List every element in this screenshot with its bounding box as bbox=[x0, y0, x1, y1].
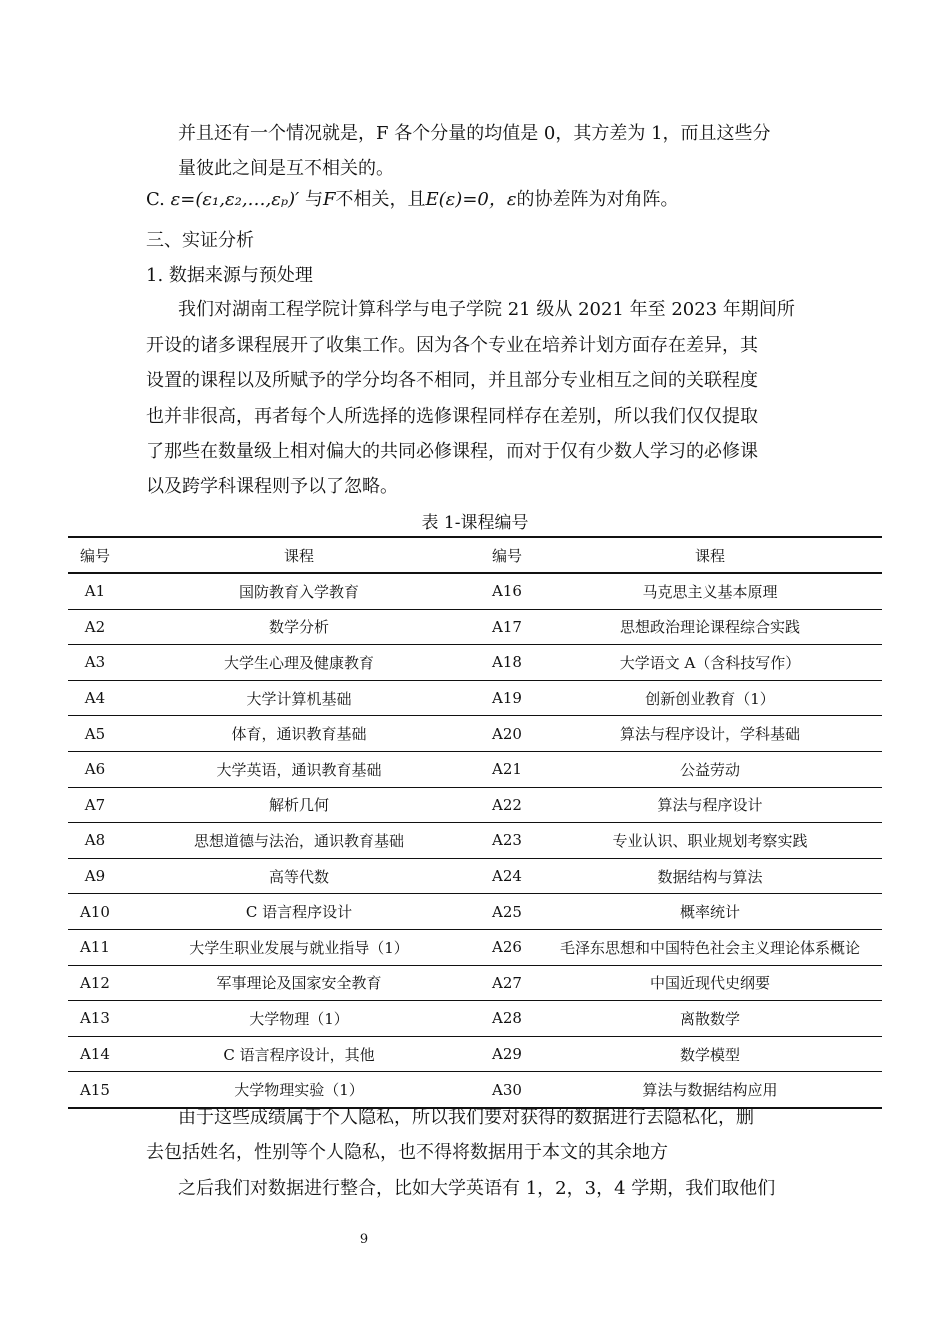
course-name-cell: C 语言程序设计 bbox=[122, 894, 476, 930]
course-id-cell: A28 bbox=[476, 1001, 538, 1037]
expectation-formula: E(ε)=0， bbox=[425, 189, 507, 210]
course-id-cell: A24 bbox=[476, 858, 538, 894]
course-name-cell: 中国近现代史纲要 bbox=[538, 965, 882, 1001]
course-name-cell: 国防教育入学教育 bbox=[122, 573, 476, 609]
course-id-cell: A22 bbox=[476, 787, 538, 823]
course-name-cell: 大学物理实验（1） bbox=[122, 1072, 476, 1108]
course-name-cell: 专业认识、职业规划考察实践 bbox=[538, 823, 882, 859]
course-id-cell: A11 bbox=[68, 929, 122, 965]
table-row bbox=[68, 645, 882, 681]
table-row bbox=[68, 929, 882, 965]
course-name-cell: 数据结构与算法 bbox=[538, 858, 882, 894]
course-name-cell: 算法与程序设计，学科基础 bbox=[538, 716, 882, 752]
course-id-cell: A3 bbox=[68, 645, 122, 681]
course-id-cell: A29 bbox=[476, 1036, 538, 1072]
course-name-cell: 数学分析 bbox=[122, 609, 476, 645]
table-row bbox=[68, 609, 882, 645]
course-name-cell: 思想道德与法治，通识教育基础 bbox=[122, 823, 476, 859]
condition-text: 不相关，且 bbox=[335, 189, 426, 210]
course-name-cell: 体育，通识教育基础 bbox=[122, 716, 476, 752]
condition-text: 的协差阵为对角阵。 bbox=[516, 189, 679, 210]
column-header-id: 编号 bbox=[476, 537, 538, 573]
course-name-cell: 离散数学 bbox=[538, 1001, 882, 1037]
course-id-cell: A19 bbox=[476, 680, 538, 716]
section-heading: 三、实证分析 bbox=[146, 230, 254, 251]
course-name-cell: 马克思主义基本原理 bbox=[538, 573, 882, 609]
course-name-cell: 数学模型 bbox=[538, 1036, 882, 1072]
table-row bbox=[68, 751, 882, 787]
table-row bbox=[68, 823, 882, 859]
paragraph-line: 量彼此之间是互不相关的。 bbox=[178, 158, 394, 179]
course-id-cell: A7 bbox=[68, 787, 122, 823]
body-line: 也并非很高，再者每个人所选择的选修课程同样存在差别，所以我们仅仅提取 bbox=[146, 406, 758, 427]
course-id-cell: A14 bbox=[68, 1036, 122, 1072]
course-id-cell: A13 bbox=[68, 1001, 122, 1037]
course-id-cell: A26 bbox=[476, 929, 538, 965]
body-line: 了那些在数量级上相对偏大的共同必修课程，而对于仅有少数人学习的必修课 bbox=[146, 441, 758, 462]
table-row bbox=[68, 1001, 882, 1037]
course-id-cell: A20 bbox=[476, 716, 538, 752]
course-name-cell: 大学英语，通识教育基础 bbox=[122, 751, 476, 787]
course-id-cell: A23 bbox=[476, 823, 538, 859]
column-header-course: 课程 bbox=[538, 537, 882, 573]
course-table bbox=[68, 536, 882, 1109]
table-row bbox=[68, 573, 882, 609]
course-id-cell: A18 bbox=[476, 645, 538, 681]
course-name-cell: 高等代数 bbox=[122, 858, 476, 894]
epsilon-vector-formula: ε=(ε₁,ε₂,…,εₚ)′ bbox=[170, 189, 300, 210]
course-name-cell: 思想政治理论课程综合实践 bbox=[538, 609, 882, 645]
table-row bbox=[68, 680, 882, 716]
course-id-cell: A25 bbox=[476, 894, 538, 930]
course-id-cell: A16 bbox=[476, 573, 538, 609]
course-name-cell: 军事理论及国家安全教育 bbox=[122, 965, 476, 1001]
course-name-cell: 大学物理（1） bbox=[122, 1001, 476, 1037]
body-line: 我们对湖南工程学院计算科学与电子学院 21 级从 2021 年至 2023 年期间所 bbox=[178, 299, 795, 320]
course-name-cell: 大学生心理及健康教育 bbox=[122, 645, 476, 681]
body-line: 设置的课程以及所赋予的学分均各不相同，并且部分专业相互之间的关联程度 bbox=[146, 370, 758, 391]
column-header-id: 编号 bbox=[68, 537, 122, 573]
course-name-cell: 毛泽东思想和中国特色社会主义理论体系概论 bbox=[538, 929, 882, 965]
course-id-cell: A15 bbox=[68, 1072, 122, 1108]
course-name-cell: 大学计算机基础 bbox=[122, 680, 476, 716]
course-name-cell: 算法与程序设计 bbox=[538, 787, 882, 823]
course-id-cell: A8 bbox=[68, 823, 122, 859]
table-row bbox=[68, 858, 882, 894]
course-id-cell: A9 bbox=[68, 858, 122, 894]
course-name-cell: 算法与数据结构应用 bbox=[538, 1072, 882, 1108]
course-id-cell: A4 bbox=[68, 680, 122, 716]
course-name-cell: C 语言程序设计，其他 bbox=[122, 1036, 476, 1072]
paragraph-line: 并且还有一个情况就是，F 各个分量的均值是 0，其方差为 1，而且这些分 bbox=[178, 123, 771, 144]
condition-c bbox=[146, 188, 679, 212]
course-id-cell: A30 bbox=[476, 1072, 538, 1108]
body-line: 由于这些成绩属于个人隐私，所以我们要对获得的数据进行去隐私化，删 bbox=[178, 1107, 754, 1128]
condition-label: C. bbox=[146, 189, 165, 210]
course-id-cell: A10 bbox=[68, 894, 122, 930]
course-id-cell: A5 bbox=[68, 716, 122, 752]
table-row bbox=[68, 716, 882, 752]
body-line: 去包括姓名，性别等个人隐私，也不得将数据用于本文的其余地方 bbox=[146, 1142, 668, 1163]
table-row bbox=[68, 787, 882, 823]
course-name-cell: 解析几何 bbox=[122, 787, 476, 823]
table-row bbox=[68, 1036, 882, 1072]
course-id-cell: A6 bbox=[68, 751, 122, 787]
table-caption: 表 1-课程编号 bbox=[421, 513, 529, 533]
course-id-cell: A17 bbox=[476, 609, 538, 645]
body-line: 之后我们对数据进行整合，比如大学英语有 1，2，3，4 学期，我们取他们 bbox=[178, 1178, 776, 1199]
table-row bbox=[68, 1072, 882, 1108]
course-name-cell: 创新创业教育（1） bbox=[538, 680, 882, 716]
condition-text: 与 bbox=[304, 189, 323, 210]
table-row bbox=[68, 894, 882, 930]
course-name-cell: 概率统计 bbox=[538, 894, 882, 930]
body-line: 以及跨学科课程则予以了忽略。 bbox=[146, 476, 398, 497]
course-name-cell: 大学语文 A（含科技写作） bbox=[538, 645, 882, 681]
course-id-cell: A21 bbox=[476, 751, 538, 787]
course-name-cell: 大学生职业发展与就业指导（1） bbox=[122, 929, 476, 965]
course-id-cell: A2 bbox=[68, 609, 122, 645]
subsection-heading: 1. 数据来源与预处理 bbox=[146, 265, 313, 286]
table-header-row bbox=[68, 537, 882, 573]
course-id-cell: A12 bbox=[68, 965, 122, 1001]
column-header-course: 课程 bbox=[122, 537, 476, 573]
body-line: 开设的诸多课程展开了收集工作。因为各个专业在培养计划方面存在差异，其 bbox=[146, 335, 758, 356]
course-id-cell: A27 bbox=[476, 965, 538, 1001]
page-number: 9 bbox=[359, 1232, 369, 1247]
factor-symbol: F bbox=[322, 189, 336, 210]
table-row bbox=[68, 965, 882, 1001]
course-id-cell: A1 bbox=[68, 573, 122, 609]
epsilon-symbol: ε bbox=[506, 189, 517, 210]
course-name-cell: 公益劳动 bbox=[538, 751, 882, 787]
